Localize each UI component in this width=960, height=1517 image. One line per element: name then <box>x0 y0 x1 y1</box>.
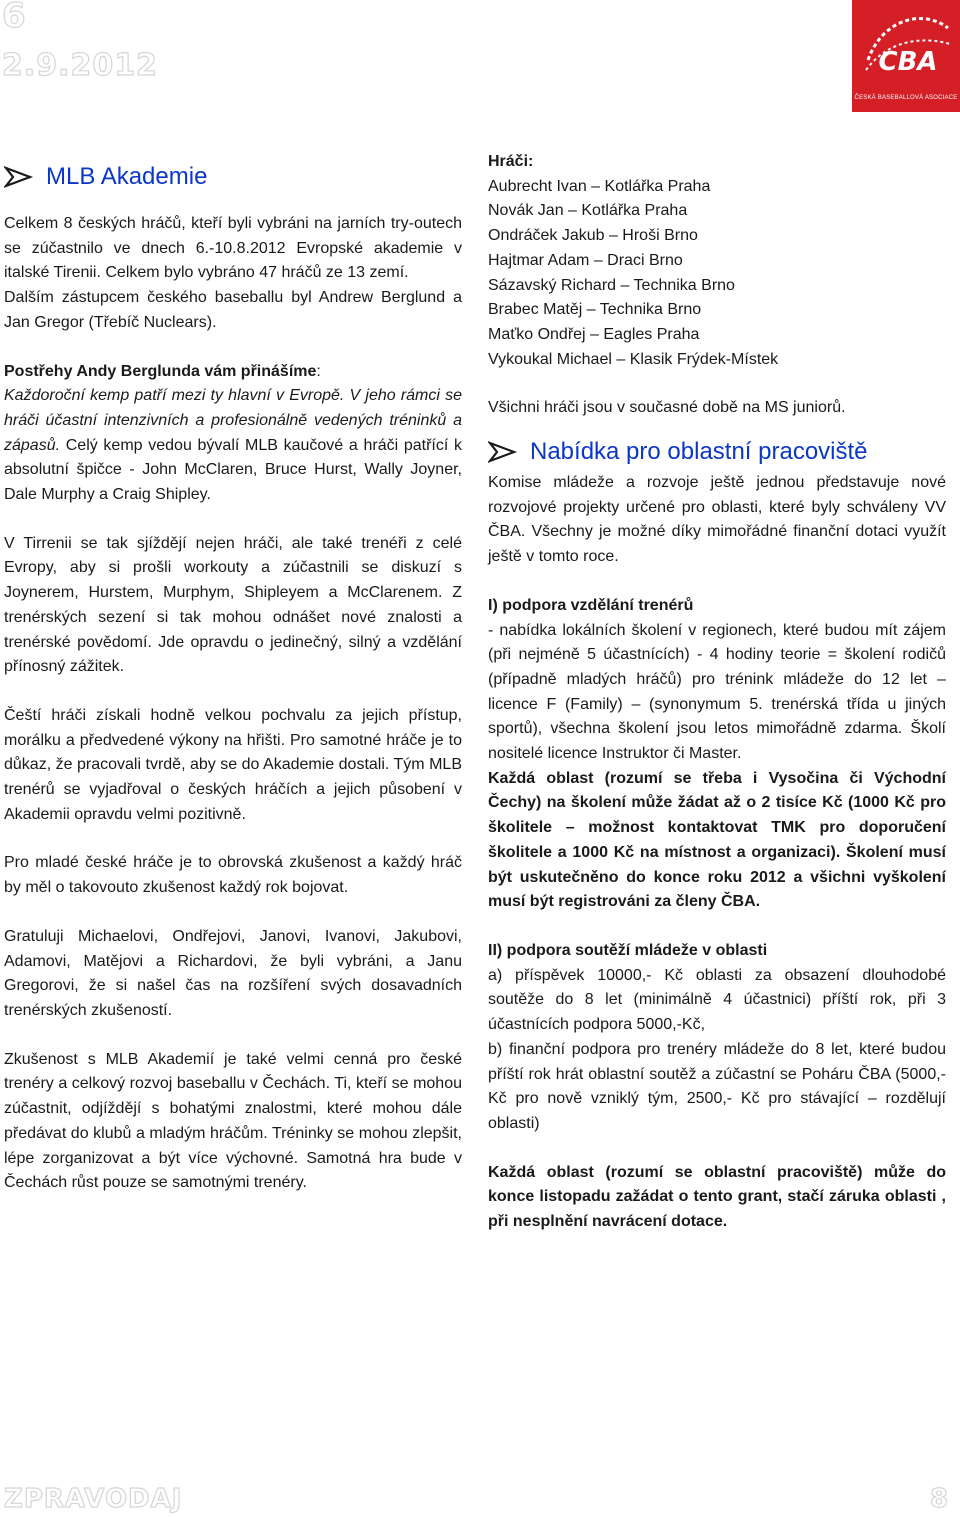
paragraph-competitions-bold: Každá oblast (rozumí se oblastní pracoviště) může do konce listopadu zažádat o tento grant, stačí záruka oblasti , při nesplnění navrácení dotace. <box>488 1163 946 1231</box>
player-item: Hajtmar Adam – Draci Brno <box>488 251 683 269</box>
paragraph-coaches: Zkušenost s MLB Akademií je také velmi cenná pro české trenéry a celkový rozvoj baseballu v Čechách. Ti, kteří se mohou zúčastnit, odjíždějí s bohatými znalostmi, které mohou dále předávat do klubů a mladým hráčům. Tréninky se mohou zlepšit, lépe zorganizovat a být více výchovné. Samotná hra bude v Čechách růst pouze se samotnými trenéry. <box>4 1050 462 1192</box>
cba-logo <box>852 0 960 112</box>
paragraph-intro: Celkem 8 českých hráčů, kteří byli vybráni na jarních try-outech se zúčastnilo ve dnech 6.-10.8.2012 Evropské akademie v italské Tirenii. Celkem bylo vybráno 47 hráčů ze 13 zemí. <box>4 215 462 282</box>
player-item: Brabec Matěj – Technika Brno <box>488 301 702 319</box>
paragraph-offer-intro: Komise mládeže a rozvoje ještě jednou představuje nové rozvojové projekty určené pro oblasti, které byly schváleny VV ČBA. Všechny je možné díky mimořádné finanční dotaci využít ještě v tomto roce. <box>488 474 946 566</box>
subsection-title-training: I) podpora vzdělání trenérů <box>488 596 694 614</box>
section-title-offer <box>488 437 946 467</box>
player-item: Ondráček Jakub – Hroši Brno <box>488 227 698 245</box>
player-item: Novák Jan – Kotlářka Praha <box>488 202 688 220</box>
issue-date: 2.9.2012 <box>2 48 159 83</box>
impressions-italic: Každoroční kemp patří mezi ty hlavní v Evropě. V jeho rámci se hráči účastní intenzivních a profesionálně vedených tréninků a zápasů. <box>4 387 462 454</box>
paragraph-competitions-b: b) finanční podpora pro trenéry mládeže do 8 let, které budou příští rok hrát oblastní soutěž a zúčastní se Poháru ČBA (5000,- Kč pro nově vzniklý tým, 2500,- Kč pro stávající – rozdělují oblasti) <box>488 1040 946 1132</box>
players-note: Všichni hráči jsou v současné době na MS juniorů. <box>488 399 846 417</box>
arrow-bullet-icon <box>488 441 518 463</box>
impressions-heading: Postřehy Andy Berglunda vám přinášíme <box>4 362 317 380</box>
paragraph-congrats: Gratuluji Michaelovi, Ondřejovi, Janovi, Ivanovi, Jakubovi, Adamovi, Matějovi a Richardovi, že byli vybráni, a Janu Gregorovi, že si našel čas na rozšíření svých dosavadních trenérských zkušeností. <box>4 927 462 1019</box>
arrow-bullet-icon <box>4 166 34 188</box>
players-title: Hráči: <box>488 153 534 170</box>
logo-tagline: ČESKÁ BASEBALLOVÁ ASOCIACE <box>854 95 958 101</box>
player-item: Aubrecht Ivan – Kotlářka Praha <box>488 177 711 195</box>
player-item: Sázavský Richard – Technika Brno <box>488 276 735 294</box>
paragraph-tirrenia: V Tirrenii se tak sjíždějí nejen hráči, ale také trenéři z celé Evropy, aby si prošli workouty a zúčastnili se diskuzí s Joynerem, Hurstem, Murphym, Shipleyem a McClarenem. Z trenérských sezení si tak mohou odnášet nové znalosti a trenérské povědomí. Jde opravdu o jedinečný, silný a vzdělání přínosný zážitek. <box>4 534 462 676</box>
paragraph-competitions-a: a) příspěvek 10000,- Kč oblasti za obsazení dlouhodobé soutěže do 8 let (minimálně 4 účastnici) příští rok, při 3 účastnících podpora 5000,-Kč, <box>488 966 946 1034</box>
subsection-title-competitions: II) podpora soutěží mládeže v oblasti <box>488 941 768 959</box>
player-item: Maťko Ondřej – Eagles Praha <box>488 325 700 343</box>
section-title-mlb <box>4 162 462 192</box>
paragraph-experience: Pro mladé české hráče je to obrovská zkušenost a každý hráč by měl o takovouto zkušenost každý rok bojovat. <box>4 854 462 897</box>
logo-text: CBA <box>878 47 938 77</box>
page-number-header: 6 <box>2 0 27 36</box>
section-title-text: MLB Akademie <box>46 163 208 190</box>
paragraph-praise: Čeští hráči získali hodně velkou pochvalu za jejich přístup, morálku a předvedené výkony na hřišti. Pro samotné hráče je to důkaz, že pracovali tvrdě, aby se do Akademie dostali. Tým MLB trenérů se vyjadřoval o českých hráčích a jejich působení v Akademii opravdu velmi pozitivně. <box>4 706 462 823</box>
right-column <box>488 150 946 1235</box>
paragraph-training: - nabídka lokálních školení v regionech, které budou mít zájem (při nejméně 5 účastnících) - 4 hodiny teorie = školení rodičů (případně mladých hráčů) pro trénink mládeže do 12 let – licence F (Family) – (synonymum 5. trenérská třída u jiných sportů), všechna školení jsou letos mimořádně zdarma. Školí nositelé licence Instruktor či Master. <box>488 621 946 763</box>
footer-magazine-name: ZPRAVODAJ <box>4 1484 183 1514</box>
left-column <box>4 150 462 1196</box>
paragraph-training-bold: Každá oblast (rozumí se třeba i Vysočina či Východní Čechy) na školení může žádat až o 2 tisíce Kč (1000 Kč pro školitele – možnost kontaktovat TMK pro doporučení školitele a 1000 Kč na místnost a organizaci). Školení musí být uskutečněno do konce roku 2012 a všichni vyškolení musí být registrováni za členy ČBA. <box>488 769 946 911</box>
section-title-text: Nabídka pro oblastní pracoviště <box>530 438 868 466</box>
paragraph-impressions: Postřehy Andy Berglunda vám přinášíme: Každoroční kemp patří mezi ty hlavní v Evropě. V jeho rámci se hráči účastní intenzivních a profesionálně vedených tréninků a zápasů. Celý kemp vedou bývalí MLB kaučové a hráči patřící k absolutní špičce - John McClaren, Bruce Hurst, Wally Joyner, Dale Murphy a Craig Shipley. <box>4 362 462 504</box>
impressions-rest: Celý kemp vedou bývalí MLB kaučové a hráči patřící k absolutní špičce - John McClaren, Bruce Hurst, Wally Joyner, Dale Murphy a Craig Shipley. <box>4 436 462 504</box>
footer-page-number: 8 <box>930 1484 949 1514</box>
player-item: Vykoukal Michael – Klasik Frýdek-Místek <box>488 350 779 368</box>
paragraph-berglund: Dalším zástupcem českého baseballu byl Andrew Berglund a Jan Gregor (Třebíč Nuclears). <box>4 289 462 331</box>
